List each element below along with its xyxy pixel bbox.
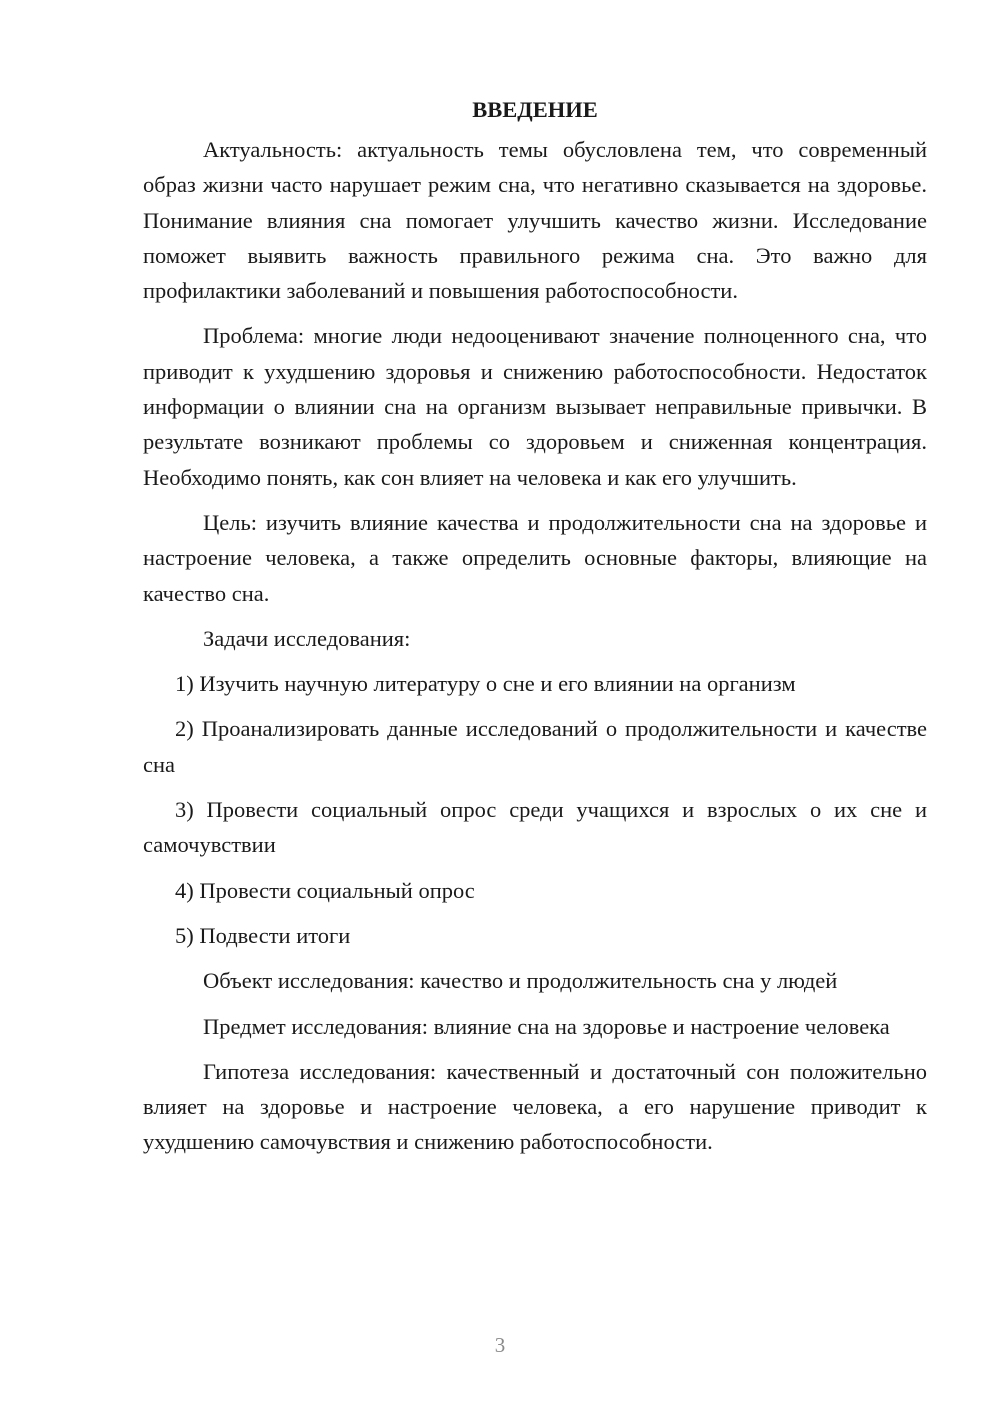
page-number: 3 [494,1333,506,1357]
task-item-2: 2) Проанализировать данные исследований о продолжительности и качестве сна [143,716,927,777]
section-heading: ВВЕДЕНИЕ [472,97,598,122]
task-item-3: 3) Провести социальный опрос среди учащихся и взрослых о их сне и самочувствии [143,797,927,858]
task-item-5: 5) Подвести итоги [175,922,351,948]
paragraph-goal: Цель: изучить влияние качества и продолжительности сна на здоровье и настроение человека, а также определить основные факторы, влияющие на качество сна. [143,509,927,606]
paragraph-object: Объект исследования: качество и продолжительность сна у людей [203,968,838,994]
paragraph-tasks-title: Задачи исследования: [203,625,411,651]
paragraph-hypothesis: Гипотеза исследования: качественный и достаточный сон положительно влияет на здоровье и настроение человека, а его нарушение приводит к ухудшению самочувствия и снижению работоспособности. [143,1058,927,1155]
task-item-1: 1) Изучить научную литературу о сне и его влиянии на организм [175,671,796,697]
paragraph-relevance: Актуальность: актуальность темы обусловлена тем, что современный образ жизни часто нарушает режим сна, что негативно сказывается на здоровье. Понимание влияния сна помогает улучшить качество жизни. Исследование поможет выявить важность правильного режима сна. Это важно для профилактики заболеваний и повышения работоспособности. [143,137,927,304]
page-content [143,92,927,1170]
paragraph-subject: Предмет исследования: влияние сна на здоровье и настроение человека [203,1013,890,1039]
paragraph-problem: Проблема: многие люди недооценивают значение полноценного сна, что приводит к ухудшению здоровья и снижению работоспособности. Недостаток информации о влиянии сна на организм вызывает неправильные привычки. В результате возникают проблемы со здоровьем и сниженная концентрация. Необходимо понять, как сон влияет на человека и как его улучшить. [143,323,927,490]
task-item-4: 4) Провести социальный опрос [175,877,475,903]
